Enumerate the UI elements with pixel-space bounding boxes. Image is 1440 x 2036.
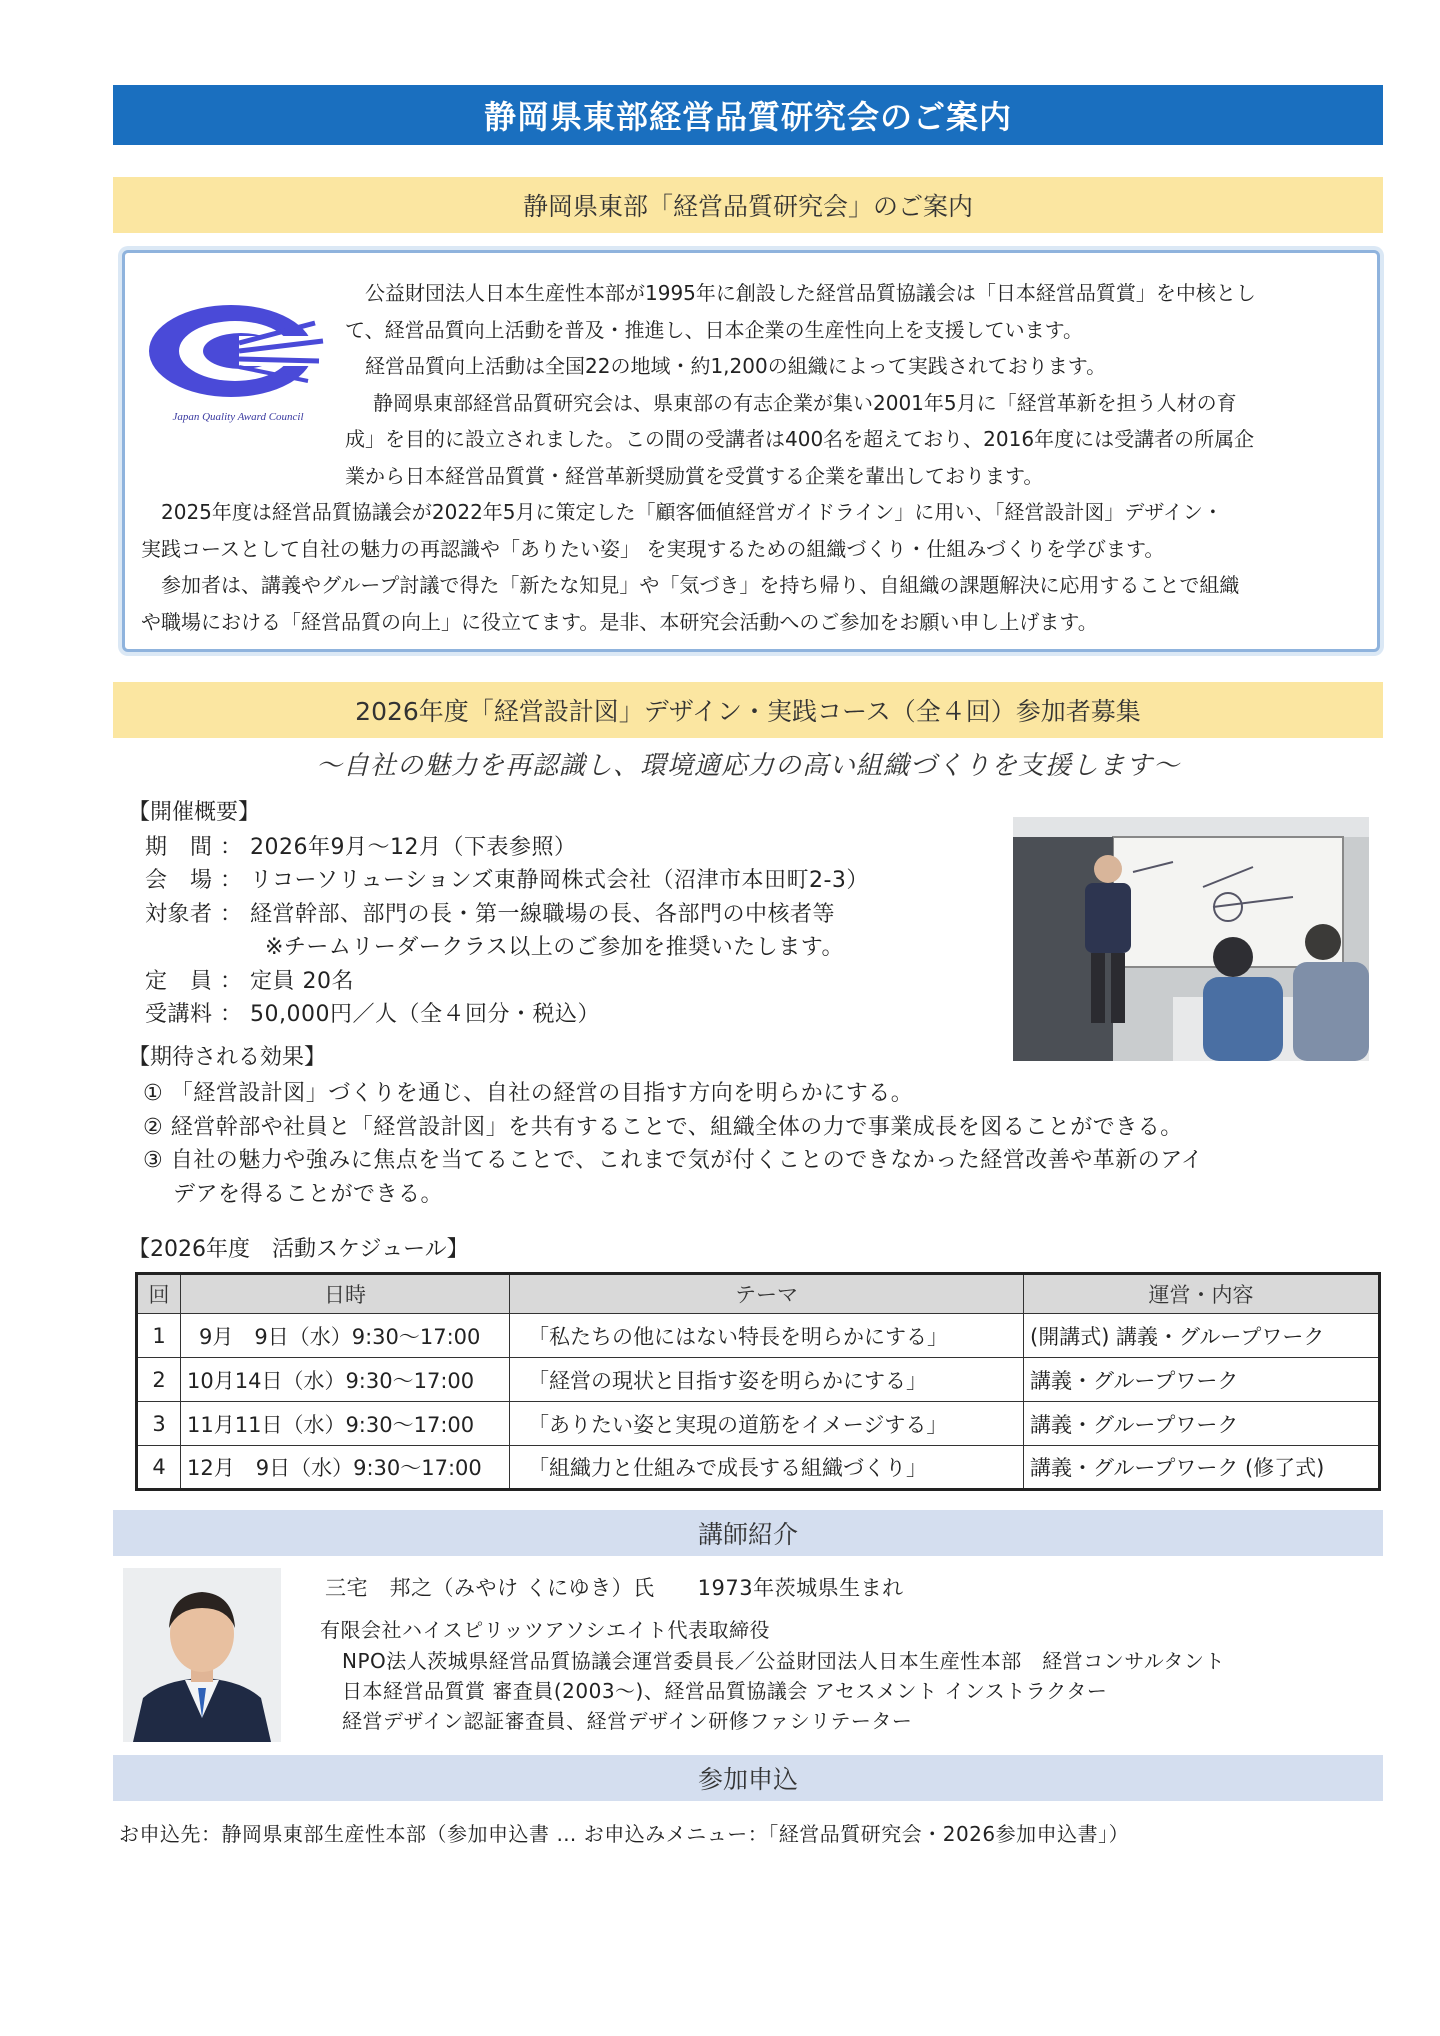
cell-content: 講義・グループワーク (修了式): [1024, 1446, 1380, 1490]
effect-3-cont: デアを得ることができる。: [173, 1182, 444, 1207]
intro-band-title: 静岡県東部「経営品質研究会」のご案内: [113, 177, 1383, 233]
schedule-heading: 【2026年度 活動スケジュール】: [128, 1237, 469, 1262]
col-header-theme: テーマ: [510, 1274, 1024, 1314]
effects-heading: 【期待される効果】: [128, 1045, 327, 1070]
seminar-photo: [1013, 817, 1369, 1061]
cell-date: 12月 9日（水）9:30～17:00: [181, 1446, 510, 1490]
lecturer-career-3: 経営デザイン認証審査員、経営デザイン研修ファシリテーター: [342, 1709, 913, 1733]
lecturer-career-2: 日本経営品質賞 審査員(2003～)、経営品質協議会 アセスメント インストラクター: [342, 1679, 1108, 1703]
overview-period: 期 間 ： 2026年9月～12月（下表参照）: [145, 835, 577, 860]
intro-text: 公益財団法人日本生産性本部が1995年に創設した経営品質協議会は「日本経営品質賞」を中核とし て、経営品質向上活動を普及・推進し、日本企業の生産性向上を支援しています。 経営品質向上活動は全国22の地域・約1,200の組織によって実践されております。 静岡県東部経営品質研究会は、県東部の有志企業が集い2001年5月に「経営革新を担う人材の育 成」を目的に設立されました。この間の受講者は400名を超えており、2016年度には受講者の所属企 業から日本経営品質賞・経営革新奨励賞を受賞する企業を輩出しております。: [345, 281, 1256, 488]
page-title: 静岡県東部経営品質研究会のご案内: [113, 85, 1383, 145]
cell-date: 9月 9日（水）9:30～17:00: [181, 1314, 510, 1358]
cell-content: (開講式) 講義・グループワーク: [1024, 1314, 1380, 1358]
col-header-content: 運営・内容: [1024, 1274, 1380, 1314]
lecturer-title: 有限会社ハイスピリッツアソシエイト代表取締役: [320, 1618, 770, 1642]
application-text: お申込先：静岡県東部生産性本部（参加申込書 … お申込みメニュー：「経営品質研究会・2026参加申込書」）: [119, 1822, 1130, 1846]
intro-box: [122, 250, 1380, 652]
col-header-date: 日時: [181, 1274, 510, 1314]
table-row: [137, 1314, 1380, 1358]
course-subtitle: ～自社の魅力を再認識し、環境適応力の高い組織づくりを支援します～: [315, 751, 1180, 781]
cell-theme: 「経営の現状と目指す姿を明らかにする」: [510, 1358, 1024, 1402]
cell-theme: 「ありたい姿と実現の道筋をイメージする」: [510, 1402, 1024, 1446]
cell-no: 1: [137, 1314, 181, 1358]
jqac-logo-icon: [143, 301, 333, 411]
cell-date: 11月11日（水）9:30～17:00: [181, 1402, 510, 1446]
schedule-table: [135, 1272, 1381, 1491]
effect-3: ③ 自社の魅力や強みに焦点を当てることで、これまで気が付くことのできなかった経営改善や革新のアイ: [143, 1148, 1204, 1173]
cell-content: 講義・グループワーク: [1024, 1402, 1380, 1446]
lecturer-name: 三宅 邦之（みやけ くにゆき）氏 1973年茨城県生まれ: [325, 1576, 904, 1600]
cell-content: 講義・グループワーク: [1024, 1358, 1380, 1402]
overview-fee: 受講料 ： 50,000円／人（全４回分・税込）: [145, 1002, 600, 1027]
table-row: [137, 1402, 1380, 1446]
lecturer-career-1: NPO法人茨城県経営品質協議会運営委員長／公益財団法人日本生産性本部 経営コンサルタント: [342, 1649, 1225, 1673]
lecturer-photo: [123, 1568, 281, 1742]
lecturer-band-title: 講師紹介: [113, 1510, 1383, 1556]
overview-target: 対象者 ： 経営幹部、部門の長・第一線職場の長、各部門の中核者等: [145, 902, 835, 927]
cell-theme: 「私たちの他にはない特長を明らかにする」: [510, 1314, 1024, 1358]
overview-capacity: 定 員 ： 定員 20名: [145, 969, 354, 994]
overview-note: ※チームリーダークラス以上のご参加を推奨いたします。: [265, 935, 845, 960]
cell-theme: 「組織力と仕組みで成長する組織づくり」: [510, 1446, 1024, 1490]
overview-venue: 会 場 ： リコーソリューションズ東静岡株式会社（沼津市本田町2-3）: [145, 868, 869, 893]
overview-heading: 【開催概要】: [128, 800, 261, 825]
table-header-row: [137, 1274, 1380, 1314]
effect-1: ① 「経営設計図」づくりを通じ、自社の経営の目指す方向を明らかにする。: [143, 1081, 914, 1106]
logo-caption: Japan Quality Award Council: [172, 411, 304, 423]
jqac-logo: [143, 301, 343, 441]
application-band-title: 参加申込: [113, 1755, 1383, 1801]
table-row: [137, 1446, 1380, 1490]
cell-no: 2: [137, 1358, 181, 1402]
effect-2: ② 経営幹部や社員と「経営設計図」を共有することで、組織全体の力で事業成長を図ることができる。: [143, 1115, 1183, 1140]
intro-text-2: 2025年度は経営品質協議会が2022年5月に策定した「顧客価値経営ガイドライン」に用い、「経営設計図」デザイン・ 実践コースとして自社の魅力の再認識や「ありたい姿」 を実現するための組織づくり・仕組みづくりを学びます。 参加者は、講義やグループ討議で得た「新たな知見」や「気づき」を持ち帰り、自組織の課題解決に応用することで組織 や職場における「経営品質の向上」に役立てます。是非、本研究会活動へのご参加をお願い申し上げます。: [141, 500, 1240, 634]
cell-no: 3: [137, 1402, 181, 1446]
course-band-title: 2026年度「経営設計図」デザイン・実践コース（全４回）参加者募集: [113, 682, 1383, 738]
col-header-no: 回: [137, 1274, 181, 1314]
cell-no: 4: [137, 1446, 181, 1490]
table-row: [137, 1358, 1380, 1402]
cell-date: 10月14日（水）9:30～17:00: [181, 1358, 510, 1402]
